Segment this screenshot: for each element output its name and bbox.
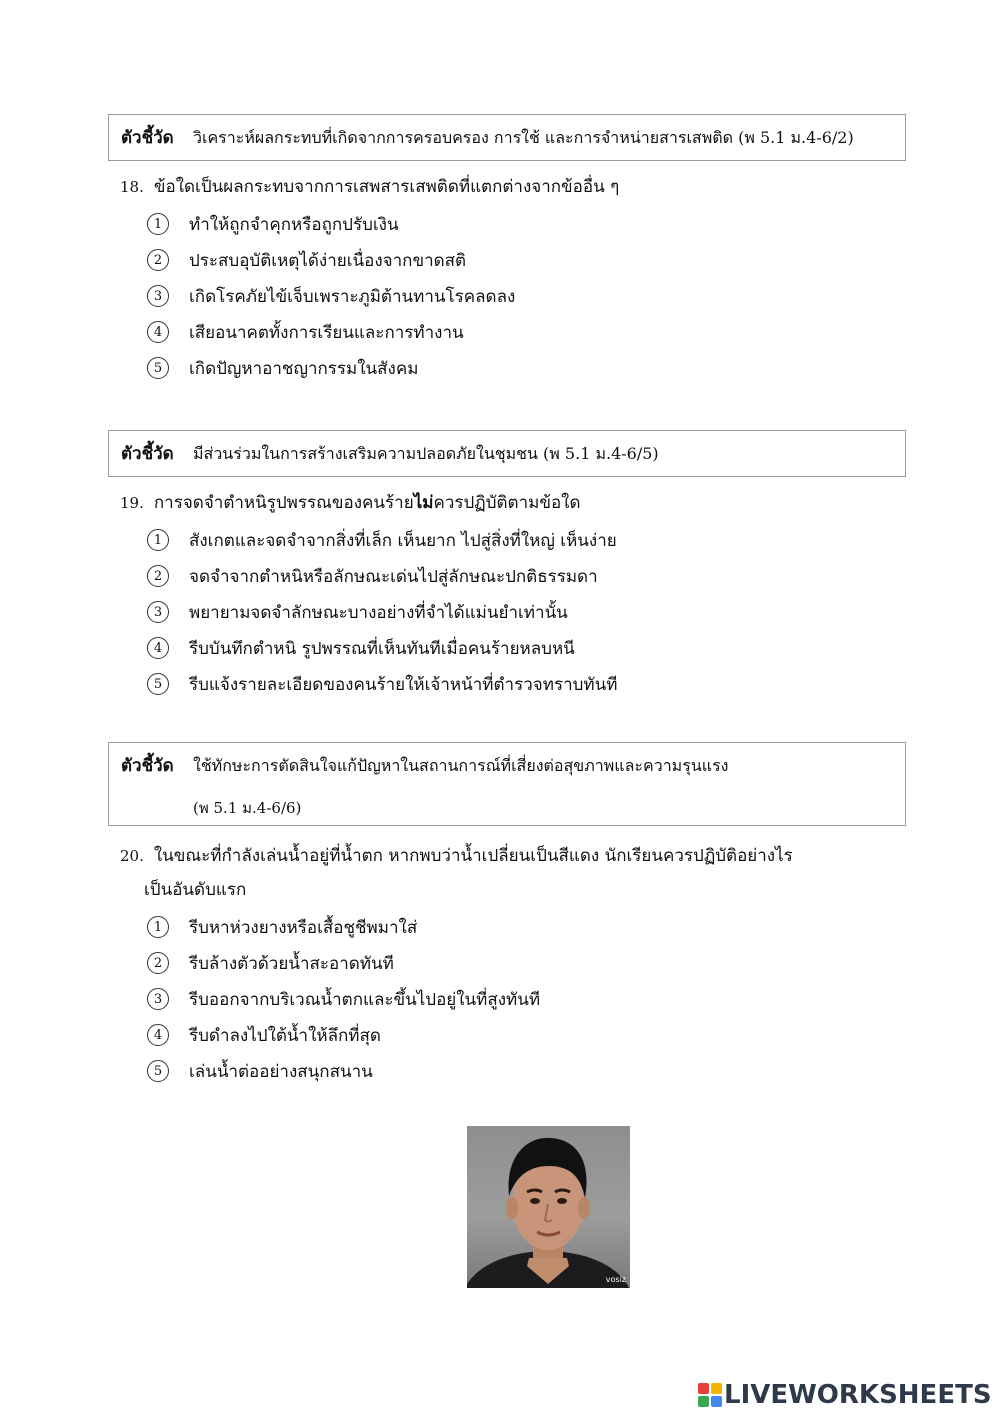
choice-circle[interactable]: 5 [147,357,169,379]
indicator-text: มีส่วนร่วมในการสร้างเสริมความปลอดภัยในชุมชน (พ 5.1 ม.4-6/5) [193,444,659,463]
option-text: รีบออกจากบริเวณน้ำตกและขึ้นไปอยู่ในที่สูงทันที [189,989,541,1010]
option-2[interactable] [147,558,617,594]
choice-circle[interactable]: 1 [147,213,169,235]
options-19 [147,522,617,702]
choice-circle[interactable]: 4 [147,1024,169,1046]
option-3[interactable] [147,981,540,1017]
liveworksheets-logo[interactable] [698,1380,992,1410]
question-text: ในขณะที่กำลังเล่นน้ำอยู่ที่น้ำตก หากพบว่าน้ำเปลี่ยนเป็นสีแดง นักเรียนควรปฏิบัติอย่างไร [153,846,793,866]
photo-watermark: vosiz [605,1275,626,1284]
question-text: การจดจำตำหนิรูปพรรณของคนร้าย [153,493,414,513]
option-text: รีบแจ้งรายละเอียดของคนร้ายให้เจ้าหน้าที่ตำรวจทราบทันที [189,674,618,695]
logo-squares-icon [698,1383,722,1407]
option-text: เล่นน้ำต่ออย่างสนุกสนาน [189,1061,373,1082]
choice-circle[interactable]: 2 [147,249,169,271]
option-4[interactable] [147,1017,540,1053]
logo-square [698,1383,709,1394]
option-text: สังเกตและจดจำจากสิ่งที่เล็ก เห็นยาก ไปสู่สิ่งที่ใหญ่ เห็นง่าย [189,530,617,551]
choice-circle[interactable]: 4 [147,637,169,659]
option-text: ทำให้ถูกจำคุกหรือถูกปรับเงิน [189,214,399,235]
portrait-photo [467,1126,630,1288]
option-5[interactable] [147,350,515,386]
indicator-box-3 [108,742,906,826]
choice-circle[interactable]: 2 [147,565,169,587]
option-text: เสียอนาคตทั้งการเรียนและการทำงาน [189,322,464,343]
option-2[interactable] [147,242,515,278]
indicator-label: ตัวชี้วัด [121,444,174,464]
option-text: รีบบันทึกตำหนิ รูปพรรณที่เห็นทันทีเมื่อคนร้ายหลบหนี [189,638,575,659]
choice-circle[interactable]: 5 [147,1060,169,1082]
indicator-code: (พ 5.1 ม.4-6/6) [193,799,302,817]
question-number: 20. [120,847,144,865]
indicator-label: ตัวชี้วัด [121,128,174,148]
option-text: จดจำจากตำหนิหรือลักษณะเด่นไปสู่ลักษณะปกติธรรมดา [189,566,598,587]
option-text: เกิดโรคภัยไข้เจ็บเพราะภูมิต้านทานโรคลดลง [189,286,516,307]
logo-square [711,1383,722,1394]
choice-circle[interactable]: 3 [147,601,169,623]
option-2[interactable] [147,945,540,981]
options-20 [147,909,540,1089]
option-4[interactable] [147,630,617,666]
options-18 [147,206,515,386]
portrait-illustration [467,1126,630,1288]
question-text-end: ควรปฏิบัติตามข้อใด [433,493,581,513]
question-number: 18. [120,178,144,196]
question-18 [120,175,619,199]
indicator-text: วิเคราะห์ผลกระทบที่เกิดจากการครอบครอง การใช้ และการจำหน่ายสารเสพติด (พ 5.1 ม.4-6/2) [193,128,854,147]
choice-circle[interactable]: 4 [147,321,169,343]
question-text: ข้อใดเป็นผลกระทบจากการเสพสารเสพติดที่แตกต่างจากข้ออื่น ๆ [153,177,620,197]
choice-circle[interactable]: 1 [147,916,169,938]
question-20 [120,844,793,900]
choice-circle[interactable]: 5 [147,673,169,695]
option-1[interactable] [147,206,515,242]
choice-circle[interactable]: 2 [147,952,169,974]
question-19 [120,491,581,515]
indicator-label: ตัวชี้วัด [121,756,174,776]
choice-circle[interactable]: 3 [147,285,169,307]
logo-square [711,1396,722,1407]
option-text: รีบล้างตัวด้วยน้ำสะอาดทันที [189,953,394,974]
logo-square [698,1396,709,1407]
option-1[interactable] [147,909,540,945]
option-text: รีบหาห่วงยางหรือเสื้อชูชีพมาใส่ [189,917,418,938]
option-text: ประสบอุบัติเหตุได้ง่ายเนื่องจากขาดสติ [189,250,467,271]
question-emphasis: ไม่ [413,493,434,513]
choice-circle[interactable]: 3 [147,988,169,1010]
indicator-box-2 [108,430,906,477]
option-4[interactable] [147,314,515,350]
option-1[interactable] [147,522,617,558]
option-3[interactable] [147,278,515,314]
question-text-line2: เป็นอันดับแรก [144,880,247,900]
indicator-box-1 [108,114,906,161]
option-3[interactable] [147,594,617,630]
option-5[interactable] [147,666,617,702]
logo-text: LIVEWORKSHEETS [724,1380,992,1410]
option-text: เกิดปัญหาอาชญากรรมในสังคม [189,358,419,379]
indicator-text: ใช้ทักษะการตัดสินใจแก้ปัญหาในสถานการณ์ที่เสี่ยงต่อสุขภาพและความรุนแรง [193,756,729,775]
option-5[interactable] [147,1053,540,1089]
choice-circle[interactable]: 1 [147,529,169,551]
option-text: รีบดำลงไปใต้น้ำให้ลึกที่สุด [189,1025,381,1046]
question-number: 19. [120,494,144,512]
option-text: พยายามจดจำลักษณะบางอย่างที่จำได้แม่นยำเท่านั้น [189,602,568,623]
